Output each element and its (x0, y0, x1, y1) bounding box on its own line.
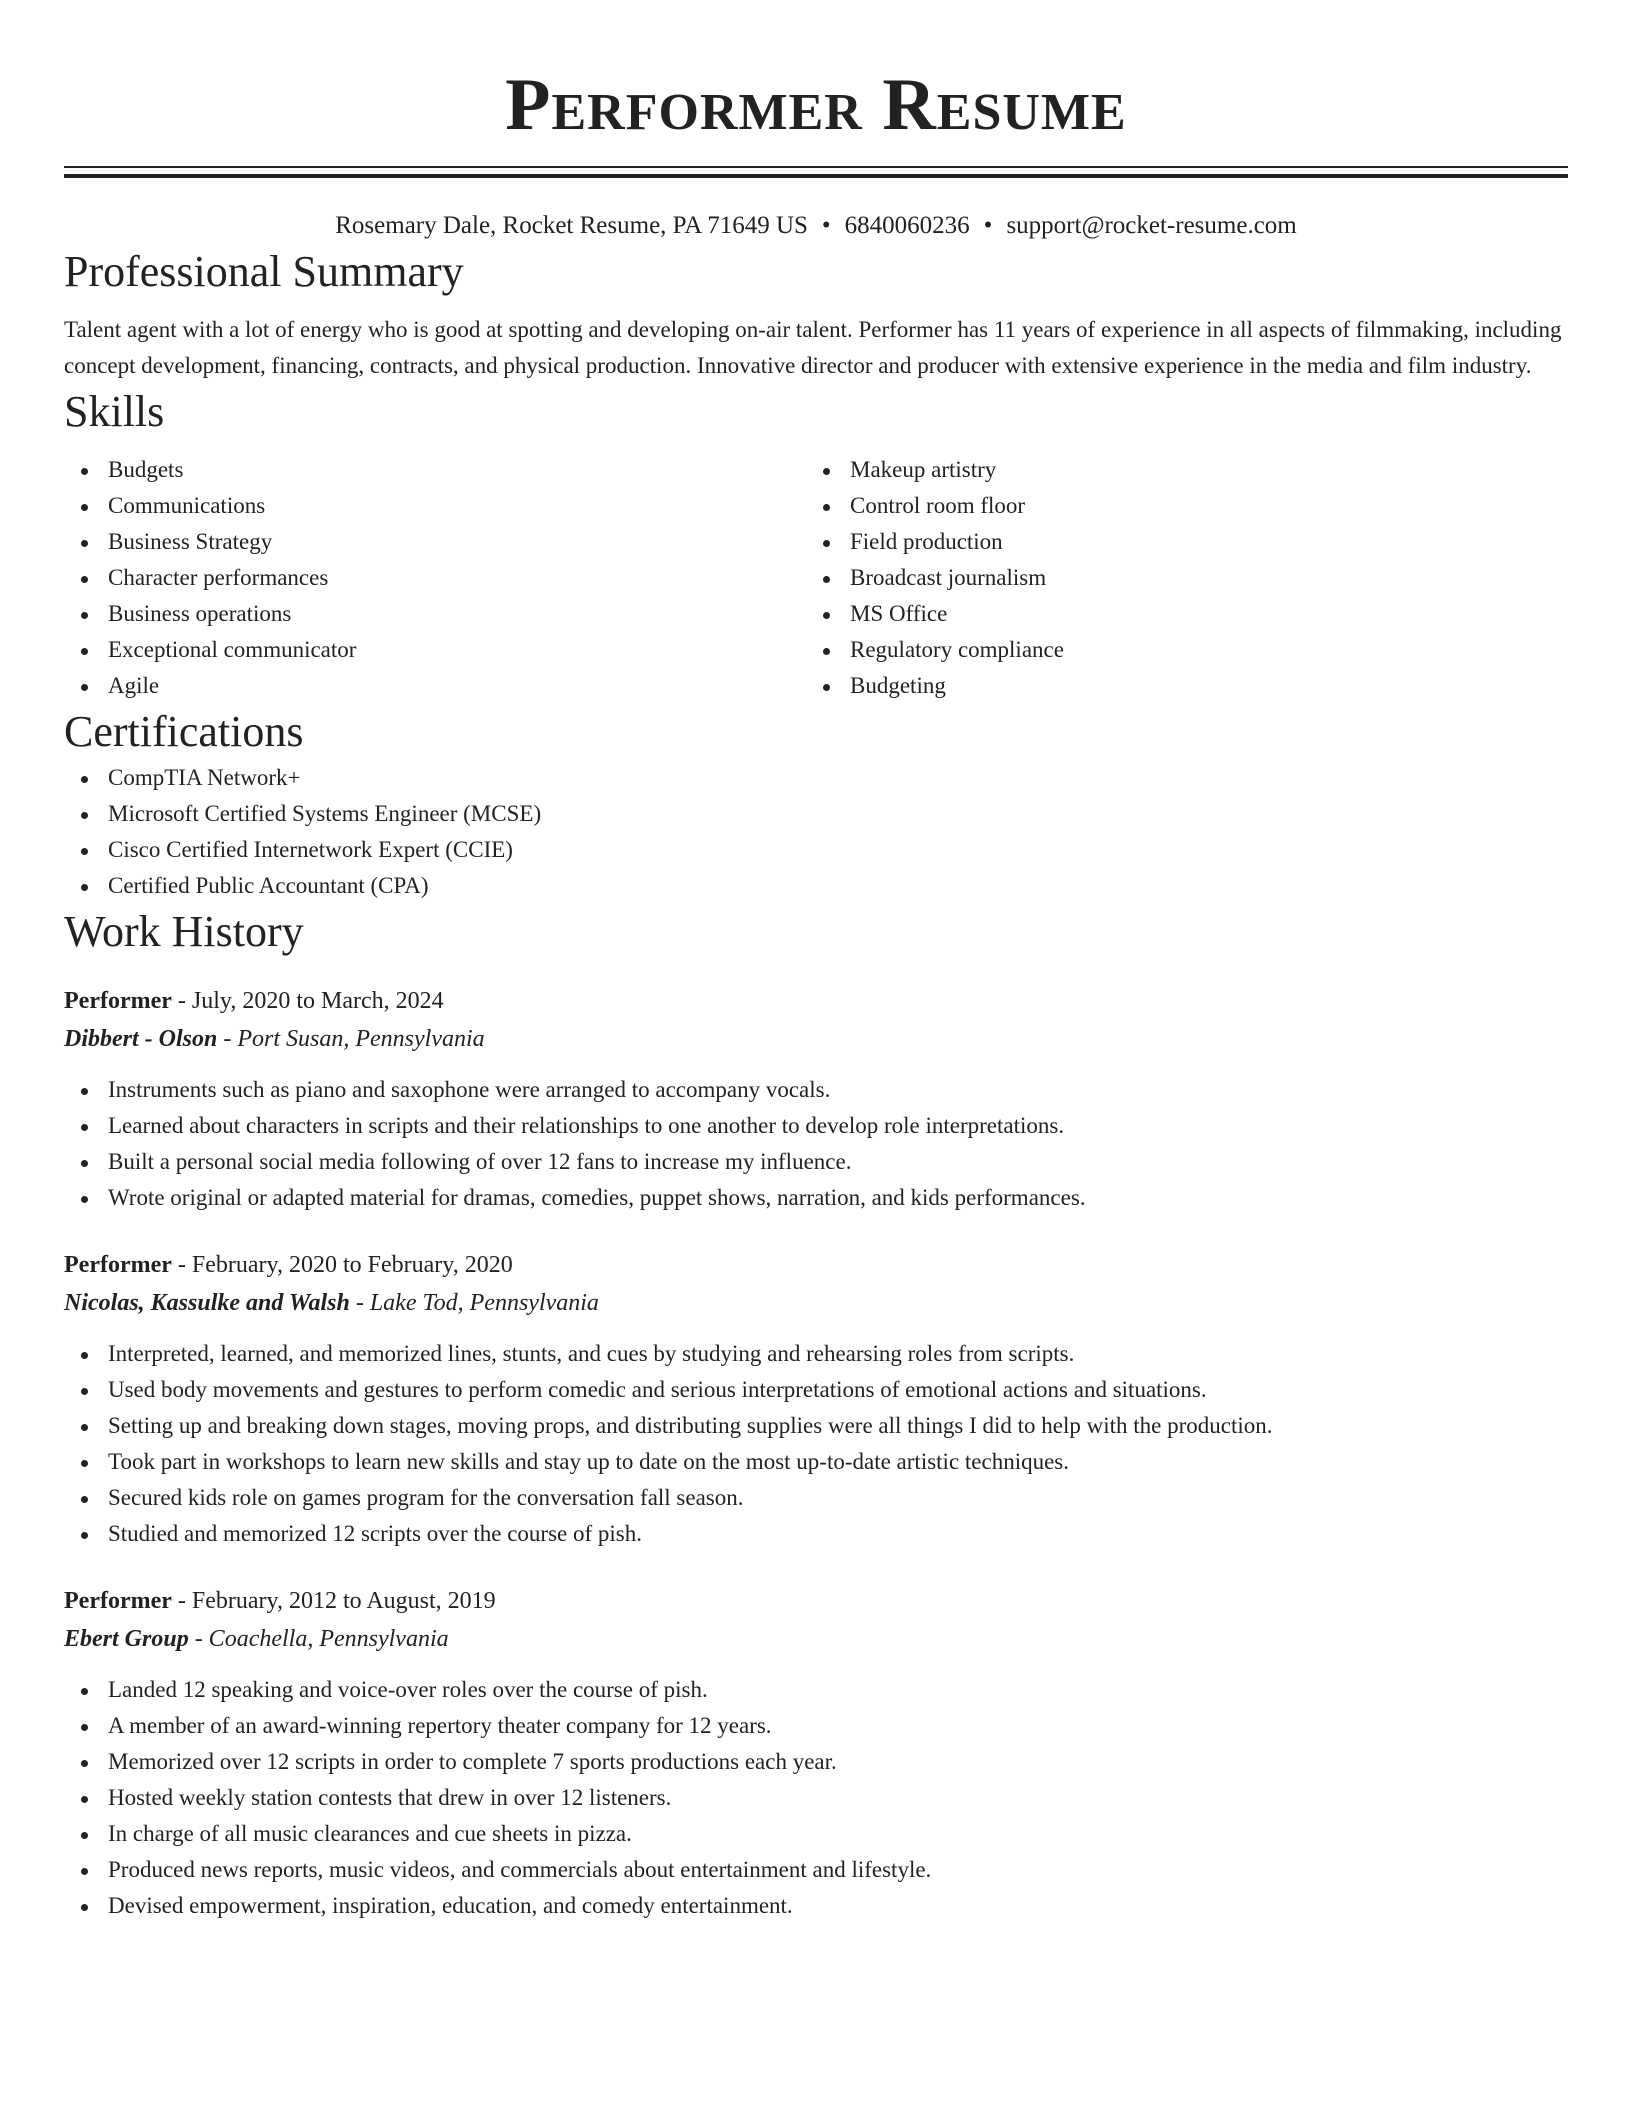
job-duty: Used body movements and gestures to perform comedic and serious interpretations of emotional actions and situations. (64, 1372, 1568, 1408)
job-company-line (64, 1284, 1568, 1322)
certification-item: Microsoft Certified Systems Engineer (MCSE) (64, 796, 1568, 832)
job-duty: Built a personal social media following of over 12 fans to increase my influence. (64, 1144, 1568, 1180)
contact-line (64, 208, 1568, 244)
job-duty: Interpreted, learned, and memorized lines, stunts, and cues by studying and rehearsing roles from scripts. (64, 1336, 1568, 1372)
job-company: Nicolas, Kassulke and Walsh (64, 1290, 350, 1316)
job-duty: Took part in workshops to learn new skills and stay up to date on the most up-to-date artistic techniques. (64, 1444, 1568, 1480)
contact-address: Rosemary Dale, Rocket Resume, PA 71649 US (335, 212, 808, 239)
job-dates: - July, 2020 to March, 2024 (171, 988, 444, 1014)
job-duties-list (64, 1072, 1568, 1216)
job-dates: - February, 2012 to August, 2019 (171, 1588, 496, 1614)
skill-item: Control room floor (806, 488, 1548, 524)
certification-item: CompTIA Network+ (64, 760, 1568, 796)
job-location: - Coachella, Pennsylvania (188, 1626, 449, 1652)
job-title-line (64, 1582, 1568, 1620)
skill-item: Character performances (64, 560, 806, 596)
job-company-line (64, 1020, 1568, 1058)
job-duty: Landed 12 speaking and voice-over roles over the course of pish. (64, 1672, 1568, 1708)
skill-item: MS Office (806, 596, 1548, 632)
skill-item: Budgeting (806, 668, 1548, 704)
skills-columns (64, 452, 1568, 704)
skill-item: Communications (64, 488, 806, 524)
job-duty: Memorized over 12 scripts in order to complete 7 sports productions each year. (64, 1744, 1568, 1780)
contact-separator: • (821, 212, 831, 239)
resume-page (64, 0, 1568, 1924)
summary-heading: Professional Summary (64, 247, 464, 296)
certification-item: Certified Public Accountant (CPA) (64, 868, 1568, 904)
summary-text: Talent agent with a lot of energy who is good at spotting and developing on-air talent. Performer has 11 years of experience in all aspects of filmmaking, including concept development, financing, contracts, and physical production. Innovative director and producer with extensive experience in the media and film industry. (64, 317, 1562, 378)
contact-phone: 6840060236 (844, 212, 970, 239)
skill-item: Broadcast journalism (806, 560, 1548, 596)
skill-item: Agile (64, 668, 806, 704)
certification-item: Cisco Certified Internetwork Expert (CCIE) (64, 832, 1568, 868)
job-duty: Wrote original or adapted material for dramas, comedies, puppet shows, narration, and kids performances. (64, 1180, 1568, 1216)
job-duty: Hosted weekly station contests that drew in over 12 listeners. (64, 1780, 1568, 1816)
job-title: Performer (64, 988, 172, 1014)
title-rule-thick (64, 174, 1568, 178)
certifications-list (64, 760, 1568, 904)
job-duty: Learned about characters in scripts and their relationships to one another to develop role interpretations. (64, 1108, 1568, 1144)
skill-item: Field production (806, 524, 1548, 560)
job-title-line (64, 982, 1568, 1020)
certifications-heading: Certifications (64, 707, 304, 756)
job-entry (64, 1246, 1568, 1552)
skills-heading: Skills (64, 387, 165, 436)
work-history-heading: Work History (64, 907, 304, 956)
job-location: - Port Susan, Pennsylvania (217, 1026, 485, 1052)
job-duty: Devised empowerment, inspiration, education, and comedy entertainment. (64, 1888, 1568, 1924)
job-entry (64, 982, 1568, 1216)
job-duty: Instruments such as piano and saxophone were arranged to accompany vocals. (64, 1072, 1568, 1108)
job-duty: Setting up and breaking down stages, moving props, and distributing supplies were all things I did to help with the production. (64, 1408, 1568, 1444)
job-duty: A member of an award-winning repertory theater company for 12 years. (64, 1708, 1568, 1744)
skill-item: Makeup artistry (806, 452, 1548, 488)
skill-item: Business operations (64, 596, 806, 632)
title-rule-thin (64, 166, 1568, 168)
skill-item: Regulatory compliance (806, 632, 1548, 668)
job-company: Ebert Group (64, 1626, 189, 1652)
job-dates: - February, 2020 to February, 2020 (171, 1252, 513, 1278)
skill-item: Budgets (64, 452, 806, 488)
job-duties-list (64, 1336, 1568, 1552)
job-duty: Produced news reports, music videos, and commercials about entertainment and lifestyle. (64, 1852, 1568, 1888)
job-company-line (64, 1620, 1568, 1658)
job-company: Dibbert - Olson (64, 1026, 218, 1052)
resume-title: Performer Resume (505, 64, 1127, 146)
contact-separator: • (983, 212, 993, 239)
contact-email: support@rocket-resume.com (1006, 212, 1297, 239)
job-duty: Studied and memorized 12 scripts over the course of pish. (64, 1516, 1568, 1552)
skill-item: Business Strategy (64, 524, 806, 560)
job-entry (64, 1582, 1568, 1924)
skills-list-left (64, 452, 806, 704)
job-duties-list (64, 1672, 1568, 1924)
job-duty: In charge of all music clearances and cue sheets in pizza. (64, 1816, 1568, 1852)
job-title: Performer (64, 1252, 172, 1278)
skills-list-right (806, 452, 1548, 704)
job-duty: Secured kids role on games program for the conversation fall season. (64, 1480, 1568, 1516)
job-title-line (64, 1246, 1568, 1284)
job-location: - Lake Tod, Pennsylvania (349, 1290, 599, 1316)
job-title: Performer (64, 1588, 172, 1614)
skill-item: Exceptional communicator (64, 632, 806, 668)
